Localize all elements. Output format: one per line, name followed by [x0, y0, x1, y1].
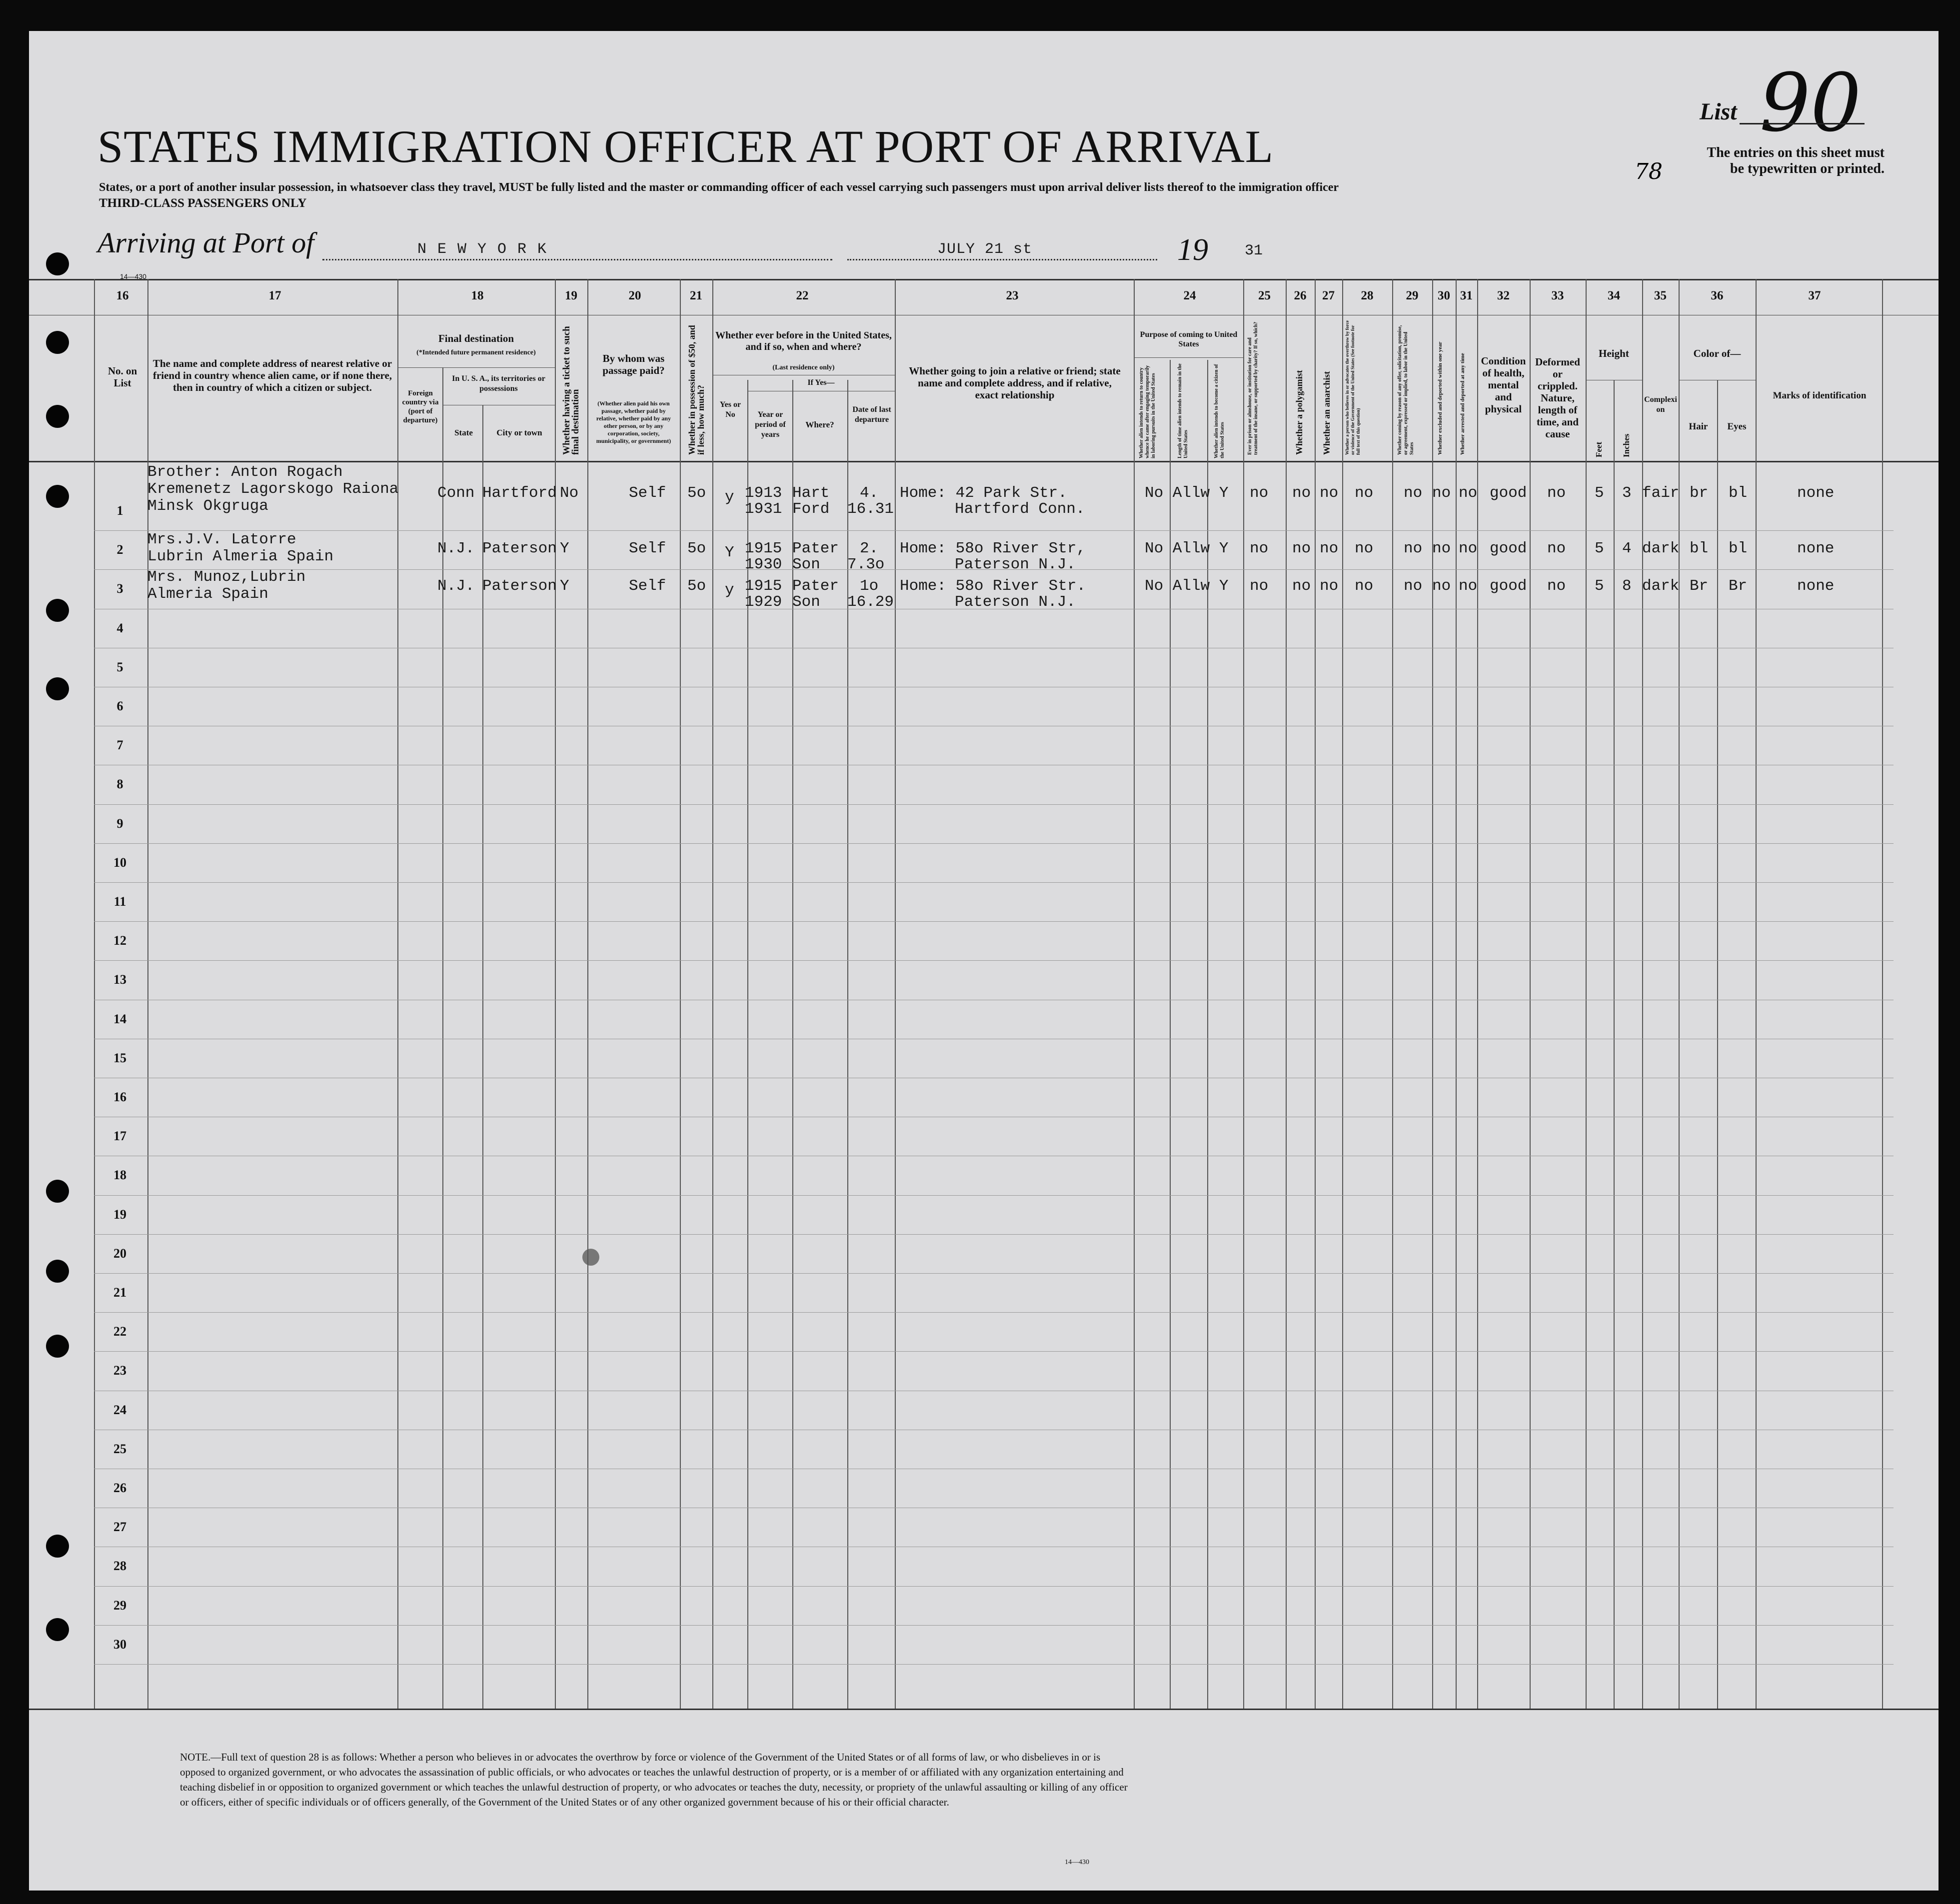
row-number: 16 — [113, 1090, 126, 1104]
row-number: 6 — [116, 699, 123, 713]
header-health: Condition of health, mental and physical — [1481, 355, 1526, 415]
arrested-value: no — [1459, 577, 1478, 595]
row-number: 26 — [113, 1481, 126, 1495]
header-color-of: Color of— — [1693, 347, 1741, 359]
relative-line: Brother: Anton Rogach — [147, 463, 343, 481]
header-arrested: Whether arrested and deported at any time — [1460, 353, 1466, 455]
overthrow-value: no — [1355, 577, 1374, 595]
col-divider — [1717, 380, 1718, 1709]
where-value: Hart — [792, 484, 830, 502]
join-relative-value: Home: 58o River Str. — [900, 577, 1086, 595]
header-foreign-country: Foreign country via (port of departure) — [402, 389, 439, 424]
col-divider — [1456, 279, 1457, 1709]
handwritten-mark: 78 — [1635, 159, 1663, 184]
binder-hole — [46, 405, 69, 428]
column-number: 21 — [690, 289, 702, 302]
complexion-value: fair — [1642, 484, 1680, 502]
table-top-border — [29, 279, 1939, 280]
header-polygamist: Whether a polygamist — [1294, 370, 1304, 455]
purpose-value: No Allw Y — [1145, 577, 1229, 595]
row-number: 4 — [116, 620, 123, 635]
row-number: 18 — [113, 1168, 126, 1183]
where-value: Son — [792, 593, 820, 611]
column-number: 16 — [116, 289, 129, 302]
row-number: 23 — [113, 1363, 126, 1378]
header-ever-before: Whether ever before in the United States, and if so, when and where? — [715, 330, 892, 352]
row-number: 9 — [116, 816, 123, 831]
feet-value: 5 — [1595, 540, 1604, 557]
header-state: State — [454, 428, 473, 437]
col-divider — [1586, 279, 1587, 1709]
labor-offer-value: no — [1404, 577, 1423, 595]
relative-line: Lubrin Almeria Spain — [147, 548, 334, 565]
inches-value: 8 — [1622, 577, 1632, 595]
dest-city: Hartford — [482, 484, 557, 502]
overthrow-value: no — [1355, 484, 1374, 502]
anarchist-value: no — [1320, 540, 1339, 557]
row-divider — [94, 921, 1894, 922]
eyes-value: bl — [1729, 484, 1748, 502]
table-bottom-border — [29, 1709, 1939, 1710]
row-divider — [94, 843, 1894, 844]
row-number: 29 — [113, 1598, 126, 1613]
purpose-value: No Allw Y — [1145, 484, 1229, 502]
footnote: NOTE.—Full text of question 28 is as follows: Whether a person who believes in or advocates the overthrow by force or violence of the Government of the United States or of all forms of law, or who disbelieves in or is opposed to organized government, or who advocates the assassination of public officials, or who advocates or teaches the unlawful destruction of property, or is a member of or affiliated with any organization entertaining and teaching disbelief in or opposition to organized government or which teaches the unlawful destruction of property, or who advocates or teaches the duty, necessity, or propriety of the unlawful assaulting or killing of any officer or officers, either of specific individuals or of officers generally, of the Government of the United States or of any other organized government because of his or their official character. — [180, 1751, 1128, 1808]
join-relative-value: Home: 42 Park Str. — [900, 484, 1067, 502]
list-number: 90 — [1760, 56, 1862, 149]
years-value: 1931 — [745, 500, 782, 518]
departure-value: 16.31 — [847, 500, 894, 518]
column-number: 28 — [1361, 289, 1374, 302]
year-prefix: 19 — [1177, 233, 1208, 267]
header-final-destination: Final destination — [438, 332, 514, 344]
row-number: 7 — [116, 738, 123, 753]
row-divider — [94, 1586, 1894, 1587]
col-divider — [1756, 279, 1757, 1709]
row-number: 17 — [113, 1129, 126, 1144]
row-divider — [94, 960, 1894, 961]
col-divider — [1530, 279, 1531, 1709]
column-number: 32 — [1497, 289, 1510, 302]
binder-hole — [46, 1335, 69, 1358]
excluded-value: no — [1432, 540, 1451, 557]
header-hair: Hair — [1689, 421, 1708, 432]
row-number: 8 — [116, 777, 123, 792]
form-code-top: 14—430 — [120, 272, 146, 280]
header-ticket: Whether having a ticket to such final destination — [561, 326, 581, 455]
row-divider — [94, 530, 1894, 531]
dest-state: N.J. — [437, 540, 475, 557]
join-relative-value: Paterson N.J. — [955, 556, 1076, 573]
date-value: JULY 21 st — [937, 241, 1033, 258]
years-value: 1915 — [745, 577, 782, 595]
header-anarchist: Whether an anarchist — [1322, 371, 1332, 455]
polygamist-value: no — [1292, 484, 1311, 502]
port-line — [322, 259, 832, 260]
column-number: 37 — [1808, 289, 1821, 302]
header-purpose-citizen: Whether alien intends to become a citizen of the United States — [1214, 364, 1225, 458]
join-relative-value: Hartford Conn. — [955, 500, 1085, 518]
row-number: 21 — [113, 1285, 126, 1300]
health-value: good — [1490, 484, 1527, 502]
marks-value: none — [1797, 484, 1835, 502]
column-number: 17 — [268, 289, 281, 302]
column-number: 26 — [1294, 289, 1307, 302]
binder-hole — [46, 331, 69, 354]
row-divider — [94, 1234, 1894, 1235]
departure-value: 2. — [860, 540, 879, 557]
header-relative: The name and complete address of nearest relative or friend in country whence alien came, or if none there, then in country of which a citizen or subject. — [152, 357, 392, 393]
years-value: 1930 — [745, 556, 782, 573]
header-prison: Ever in prison or almshouse, or institution for care and treatment of the insane, or supported by charity? If so, which? — [1247, 321, 1259, 455]
money-value: 5o — [687, 484, 706, 502]
dest-city: Paterson — [482, 577, 557, 595]
col-divider — [1134, 279, 1135, 1709]
row-number: 15 — [113, 1050, 126, 1065]
where-value: Son — [792, 556, 820, 573]
header-join-relative: Whether going to join a relative or friend; state name and complete address, and if relative, exact relationship — [909, 365, 1121, 401]
entries-note-line-2: be typewritten or printed. — [1730, 161, 1885, 176]
row-number: 3 — [116, 581, 123, 596]
header-subtitle: States, or a port of another insular possession, in whatsoever class they travel, MUST be fully listed and the master or commanding officer of each vessel carrying such passengers must upon arrival deliver lists thereof to the immigration officer — [99, 181, 1339, 194]
column-number: 34 — [1608, 289, 1620, 302]
subheader-line — [1134, 357, 1243, 358]
join-relative-value: Home: 58o River Str, — [900, 540, 1086, 557]
ticket-value: Y — [560, 577, 569, 595]
marks-value: none — [1797, 577, 1835, 595]
labor-offer-value: no — [1404, 540, 1423, 557]
years-value: 1929 — [745, 593, 782, 611]
row-number: 11 — [113, 894, 126, 909]
col-divider — [482, 405, 483, 1709]
col-divider — [1392, 279, 1393, 1709]
header-height: Height — [1599, 347, 1629, 359]
dest-city: Paterson — [482, 540, 557, 557]
header-yes-no: Yes or No — [719, 400, 741, 419]
excluded-value: no — [1432, 484, 1451, 502]
column-number: 35 — [1654, 289, 1667, 302]
header-year-period: Year or period of years — [755, 410, 786, 439]
footer-code: 14—430 — [1065, 1859, 1089, 1866]
polygamist-value: no — [1292, 540, 1311, 557]
column-number: 31 — [1460, 289, 1473, 302]
column-number: 30 — [1438, 289, 1450, 302]
paid-by-value: Self — [629, 577, 666, 595]
arrested-value: no — [1459, 484, 1478, 502]
header-eyes: Eyes — [1727, 421, 1747, 432]
years-value: 1915 — [745, 540, 782, 557]
arriving-label: Arriving at Port of — [97, 226, 314, 259]
binder-hole — [46, 677, 69, 700]
entries-note-line-1: The entries on this sheet must — [1707, 145, 1885, 160]
row-divider — [94, 1312, 1894, 1313]
class-line: THIRD-CLASS PASSENGERS ONLY — [99, 196, 307, 210]
anarchist-value: no — [1320, 484, 1339, 502]
departure-value: 4. — [860, 484, 879, 502]
marks-value: none — [1797, 540, 1835, 557]
where-value: Pater — [792, 540, 839, 557]
binder-hole — [46, 599, 69, 622]
feet-value: 5 — [1595, 577, 1604, 595]
header-complexion: Complexion — [1644, 395, 1677, 414]
column-number: 23 — [1006, 289, 1019, 302]
header-no-on-list: No. on List — [107, 365, 137, 389]
column-number: 19 — [565, 289, 577, 302]
row-number: 1 — [116, 503, 123, 518]
binder-hole — [582, 1249, 599, 1266]
col-divider — [1207, 360, 1208, 1709]
ticket-value: Y — [560, 540, 569, 557]
header-purpose-return: Whether alien intends to return to country whence he came after engaging temporarily in laboring pursuits in the United States — [1139, 365, 1156, 458]
port-value: N E W Y O R K — [417, 241, 548, 258]
col-divider — [1170, 360, 1171, 1709]
column-number: 29 — [1406, 289, 1419, 302]
been-before-value: y — [725, 581, 734, 599]
header-if-yes: If Yes— — [807, 378, 835, 387]
dest-state: N.J. — [437, 577, 475, 595]
deformed-value: no — [1547, 577, 1566, 595]
entries-note — [1665, 145, 1885, 177]
header-inches: Inches — [1622, 433, 1631, 457]
relative-line: Kremenetz Lagorskogo Raiona — [147, 480, 399, 498]
row-number: 20 — [113, 1246, 126, 1261]
row-number: 5 — [116, 659, 123, 674]
binder-hole — [46, 252, 69, 275]
relative-line: Almeria Spain — [147, 585, 268, 603]
column-number: 36 — [1711, 289, 1724, 302]
header-ever-before-sub: (Last residence only) — [772, 364, 835, 371]
anarchist-value: no — [1320, 577, 1339, 595]
col-divider — [712, 279, 713, 1709]
overthrow-value: no — [1355, 540, 1374, 557]
header-marks: Marks of identification — [1773, 390, 1867, 401]
prison-value: no — [1250, 484, 1269, 502]
col-divider — [1477, 279, 1478, 1709]
col-divider — [1286, 279, 1287, 1709]
complexion-value: dark — [1642, 577, 1680, 595]
polygamist-value: no — [1292, 577, 1311, 595]
column-number: 20 — [628, 289, 641, 302]
labor-offer-value: no — [1404, 484, 1423, 502]
complexion-value: dark — [1642, 540, 1680, 557]
col-divider — [1882, 279, 1883, 1709]
where-value: Ford — [792, 500, 830, 518]
column-number: 33 — [1551, 289, 1564, 302]
departure-value: 7.3o — [847, 556, 885, 573]
column-number: 25 — [1258, 289, 1271, 302]
header-final-destination-sub: (*Intended future permanent residence) — [416, 349, 536, 356]
header-city: City or town — [496, 428, 542, 437]
year-suffix: 31 — [1245, 242, 1263, 259]
departure-value: 16.29 — [847, 593, 894, 611]
column-number: 24 — [1183, 289, 1196, 302]
dest-state: Conn — [437, 484, 475, 502]
row-number: 30 — [113, 1637, 126, 1652]
list-underline — [1740, 123, 1865, 124]
header-in-usa: In U. S. A., its territories or possessions — [452, 374, 545, 393]
deformed-value: no — [1547, 484, 1566, 502]
col-divider — [1243, 279, 1244, 1709]
column-number: 18 — [471, 289, 484, 302]
list-label: List — [1700, 98, 1737, 125]
money-value: 5o — [687, 577, 706, 595]
join-relative-value: Paterson N.J. — [955, 593, 1076, 611]
health-value: good — [1490, 577, 1527, 595]
header-passage-paid: By whom was passage paid? — [602, 352, 665, 376]
header-last-departure: Date of last departure — [852, 405, 891, 424]
been-before-value: y — [725, 488, 734, 506]
inches-value: 3 — [1622, 484, 1632, 502]
prison-value: no — [1250, 540, 1269, 557]
header-feet: Feet — [1594, 441, 1604, 457]
purpose-value: No Allw Y — [1145, 540, 1229, 557]
hair-value: Br — [1690, 577, 1709, 595]
header-passage-paid-sub: (Whether alien paid his own passage, whether paid by relative, whether paid by any other person, or by any corporation, society, municipality, or government) — [596, 400, 671, 444]
column-number: 22 — [796, 289, 809, 302]
row-divider — [94, 1273, 1894, 1274]
excluded-value: no — [1432, 577, 1451, 595]
row-number: 19 — [113, 1207, 126, 1222]
header-bottom-border — [29, 461, 1939, 462]
departure-value: 1o — [860, 577, 879, 595]
header-excluded: Whether excluded and deported within one year — [1437, 341, 1443, 455]
row-number: 14 — [113, 1011, 126, 1026]
hair-value: br — [1690, 484, 1709, 502]
col-divider — [94, 279, 95, 1709]
header-overthrow: Whether a person who believes in or advocates the overthrow by force or violence of the Government of the United States (See footnote for full text of this question) — [1345, 320, 1361, 455]
col-divider — [587, 279, 588, 1709]
arrested-value: no — [1459, 540, 1478, 557]
row-divider — [94, 1195, 1894, 1196]
header-labor-offer: Whether coming by reason of any offer, solicitation, promise, or agreement, expressed or implied, to labor in the United States — [1397, 325, 1415, 455]
health-value: good — [1490, 540, 1527, 557]
binder-hole — [46, 485, 69, 508]
date-line — [847, 259, 1157, 260]
row-number: 28 — [113, 1559, 126, 1574]
column-number: 27 — [1322, 289, 1335, 302]
header-where: Where? — [805, 420, 834, 429]
relative-line: Mrs. Munoz,Lubrin — [147, 568, 306, 586]
binder-hole — [46, 1618, 69, 1641]
header-purpose-length: Length of time alien intends to remain in the United States — [1177, 363, 1189, 458]
been-before-value: Y — [725, 544, 734, 561]
row-number: 27 — [113, 1520, 126, 1535]
money-value: 5o — [687, 540, 706, 557]
ticket-value: No — [560, 484, 579, 502]
row-number: 13 — [113, 972, 126, 987]
col-divider — [895, 279, 896, 1709]
col-divider — [680, 279, 681, 1709]
feet-value: 5 — [1595, 484, 1604, 502]
binder-hole — [46, 1260, 69, 1283]
where-value: Pater — [792, 577, 839, 595]
header-money: Whether in possession of $50, and if less, how much? — [687, 325, 706, 455]
row-number: 2 — [116, 542, 123, 557]
inches-value: 4 — [1622, 540, 1632, 557]
prison-value: no — [1250, 577, 1269, 595]
row-divider — [94, 1351, 1894, 1352]
header-deformed: Deformed or crippled. Nature, length of time, and cause — [1535, 356, 1580, 440]
row-number: 24 — [113, 1402, 126, 1417]
row-number: 12 — [113, 933, 126, 948]
col-divider — [1614, 380, 1615, 1709]
col-divider — [1342, 279, 1343, 1709]
years-value: 1913 — [745, 484, 782, 502]
binder-hole — [46, 1180, 69, 1203]
paid-by-value: Self — [629, 540, 666, 557]
relative-line: Minsk Okgruga — [147, 497, 268, 515]
row-number: 10 — [113, 855, 126, 870]
hair-value: bl — [1690, 540, 1709, 557]
header-purpose: Purpose of coming to United States — [1140, 330, 1238, 348]
eyes-value: Br — [1729, 577, 1748, 595]
row-divider — [94, 1625, 1894, 1626]
row-divider — [94, 804, 1894, 805]
col-divider — [847, 380, 848, 1709]
deformed-value: no — [1547, 540, 1566, 557]
row-divider — [94, 882, 1894, 883]
row-number: 25 — [113, 1441, 126, 1456]
col-divider — [1315, 279, 1316, 1709]
row-divider — [94, 1664, 1894, 1665]
row-number: 22 — [113, 1324, 126, 1339]
page-title: STATES IMMIGRATION OFFICER AT PORT OF ARRIVAL — [97, 121, 1274, 172]
subheader-line — [397, 367, 555, 368]
relative-line: Mrs.J.V. Latorre — [147, 531, 296, 548]
eyes-value: bl — [1729, 540, 1748, 557]
binder-hole — [46, 1535, 69, 1558]
paid-by-value: Self — [629, 484, 666, 502]
